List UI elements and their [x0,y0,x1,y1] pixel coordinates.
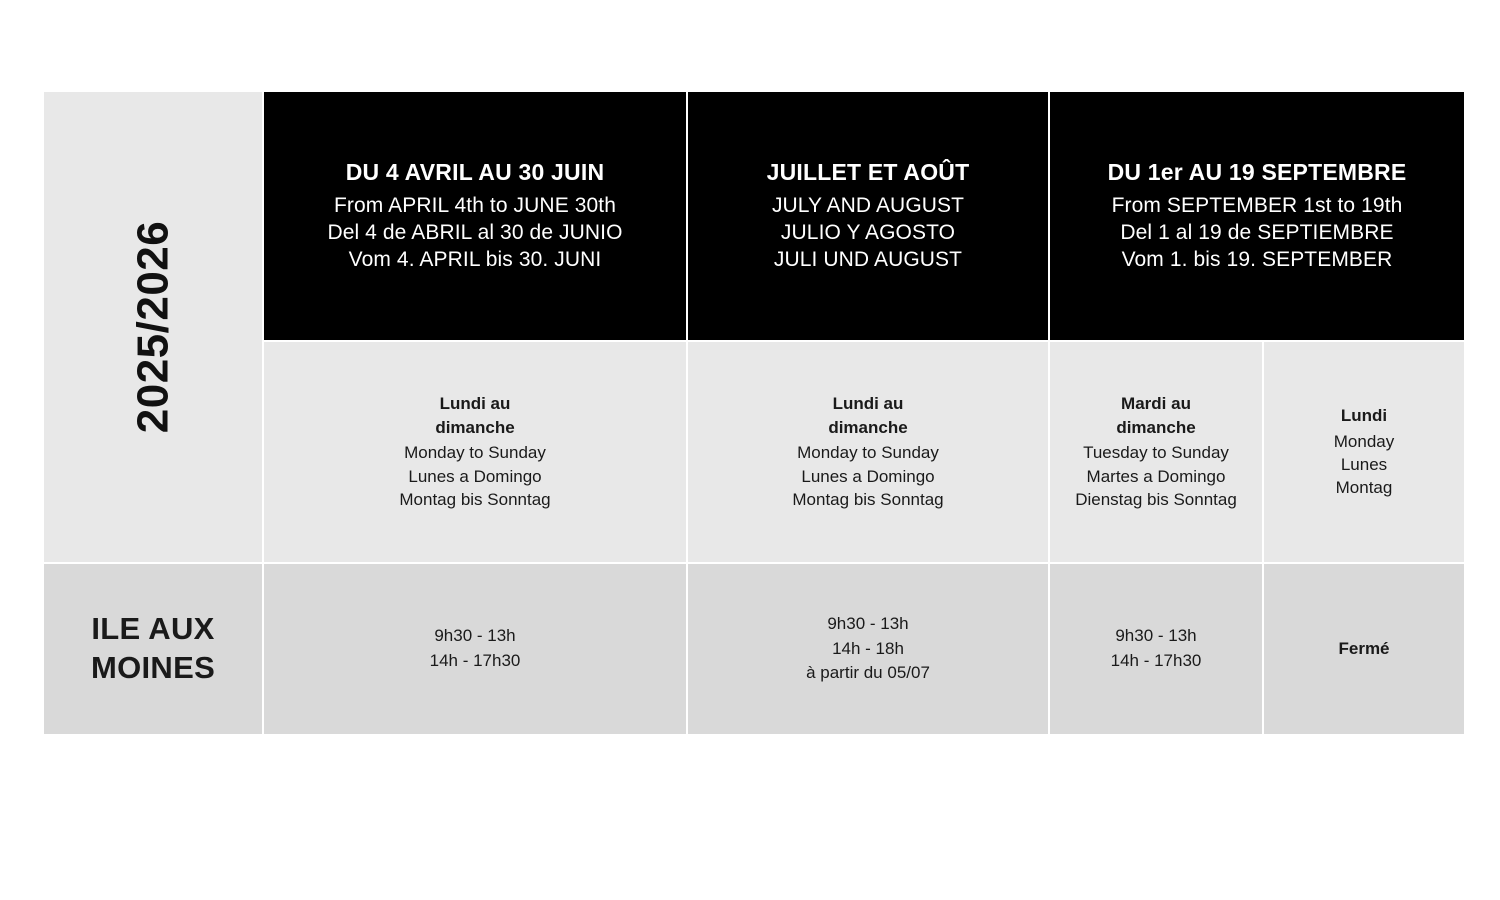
days-cell-1 [264,342,686,562]
hours-line-2a: 9h30 - 13h [827,614,909,634]
period-title-1: DU 4 AVRIL AU 30 JUIN [345,159,605,186]
hours-line-3a: 9h30 - 13h [1115,626,1197,646]
period-header-1 [264,92,686,340]
days-line-3-de: Dienstag bis Sonntag [1075,490,1237,510]
hours-line-2b: 14h - 18h [832,638,904,658]
days-line-3-en: Tuesday to Sunday [1083,443,1229,463]
hours-cell-3 [1050,564,1262,734]
period-header-2 [688,92,1048,340]
closed-status: Fermé [1338,638,1390,658]
hours-line-3b: 14h - 17h30 [1110,651,1202,670]
hours-cell-4 [1264,564,1464,734]
season-label: 2025/2026 [128,220,177,434]
period-title-2: JUILLET ET AOÛT [766,159,970,186]
period-subtitle-3-es: Del 1 al 19 de SEPTIEMBRE [1120,220,1394,244]
period-title-3: DU 1er AU 19 SEPTEMBRE [1107,159,1407,186]
days-cell-2 [688,342,1048,562]
days-title-3: Mardi au dimanche [1116,394,1196,437]
days-cell-3 [1050,342,1262,562]
days-title-1: Lundi au dimanche [435,394,515,437]
days-title-2: Lundi au dimanche [828,394,908,437]
period-header-3 [1050,92,1464,340]
site-name: ILE AUX MOINES [90,611,216,685]
hours-cell-2 [688,564,1048,734]
period-subtitle-2-de: JULI UND AUGUST [773,247,963,271]
site-name-cell [44,564,262,734]
days-line-1-es: Lunes a Domingo [408,466,542,486]
days-cell-4 [1264,342,1464,562]
period-subtitle-1-de: Vom 4. APRIL bis 30. JUNI [348,247,602,271]
opening-hours-table [44,92,1456,734]
days-line-2-en: Monday to Sunday [797,443,939,463]
period-subtitle-1-es: Del 4 de ABRIL al 30 de JUNIO [327,220,623,244]
season-label-cell [44,92,262,562]
period-subtitle-3-de: Vom 1. bis 19. SEPTEMBER [1121,247,1393,271]
hours-line-1b: 14h - 17h30 [429,651,521,670]
days-line-2-de: Montag bis Sonntag [792,490,944,510]
period-subtitle-3-en: From SEPTEMBER 1st to 19th [1111,193,1403,217]
period-subtitle-2-es: JULIO Y AGOSTO [780,220,956,244]
days-line-2-es: Lunes a Domingo [801,466,935,486]
hours-cell-1 [264,564,686,734]
days-line-4-es: Lunes [1340,455,1388,474]
hours-note-2: à partir du 05/07 [806,663,930,683]
days-line-1-de: Montag bis Sonntag [399,490,551,510]
hours-line-1a: 9h30 - 13h [434,626,516,646]
period-subtitle-1-en: From APRIL 4th to JUNE 30th [333,193,617,217]
days-line-4-en: Monday [1333,431,1395,451]
days-line-4-de: Montag [1335,478,1393,498]
days-title-4: Lundi [1340,406,1388,426]
days-line-3-es: Martes a Domingo [1086,466,1226,486]
period-subtitle-2-en: JULY AND AUGUST [771,193,965,217]
days-line-1-en: Monday to Sunday [404,443,546,463]
